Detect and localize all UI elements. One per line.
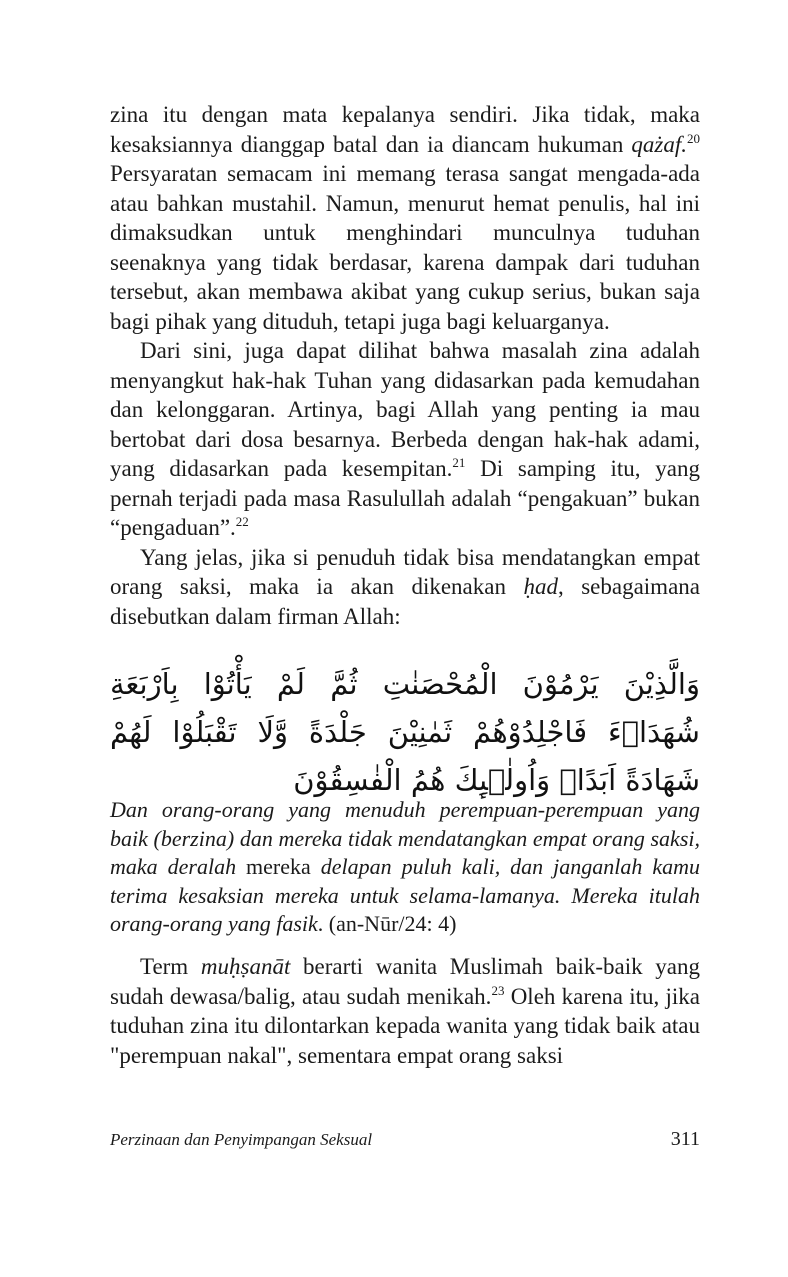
footnote-ref-22[interactable]: 22 — [235, 514, 249, 529]
page-number: 311 — [670, 1128, 700, 1150]
term-had: ḥad — [523, 574, 558, 599]
body-text-bottom — [110, 952, 700, 1070]
paragraph-4: Term muḥṣanāt berarti wanita Muslimah baik-baik yang sudah dewasa/balig, atau sudah menikah.$^{23}$ Oleh karena itu, jika tuduhan zina itu dilontarkan kepada wanita yang tidak baik atau "perempuan nakal", sementara empat orang saksi — [110, 954, 701, 1068]
paragraph-1: zina itu dengan mata kepalanya sendiri. Jika tidak, maka kesaksiannya dianggap batal dan ia diancam hukuman qażaf.$^{20}$ Persyaratan semacam ini memang terasa sangat mengada-ada atau bahkan mustahil. Namun, menurut hemat penulis, hal ini dimaksudkan untuk menghindari munculnya tuduhan seenaknya yang tidak berdasar, karena dampak dari tuduhan tersebut, akan membawa akibat yang cukup serius, bukan saja bagi pihak yang dituduh, tetapi juga bagi keluarganya. — [110, 102, 700, 334]
term-muhsanat: muḥṣanāt — [200, 954, 291, 979]
quran-verse-arabic: وَالَّذِيْنَ يَرْمُوْنَ الْمُحْصَنٰتِ ثُمَّ لَمْ يَأْتُوْا بِاَرْبَعَةِ شُهَدَاۤءَ فَاجْلِدُوْهُمْ ثَمٰنِيْنَ جَلْدَةً وَّلَا تَقْبَلُوْا لَهُمْ شَهَادَةً اَبَدًاۚ وَاُولٰۤىِٕكَ هُمُ الْفٰسِقُوْنَ — [110, 667, 700, 797]
paragraph-2: Dari sini, juga dapat dilihat bahwa masalah zina adalah menyangkut hak-hak Tuhan yang didasarkan pada kemudahan dan kelonggaran. Artinya, bagi Allah yang penting ia mau bertobat dari dosa besarnya. Berbeda dengan hak-hak adami, yang didasarkan pada kesempitan.$^{21}$ Di samping itu, yang pernah terjadi pada masa Rasulullah adalah “pengakuan” bukan “pengaduan”.$^{22}$ — [110, 338, 700, 540]
body-text-top — [110, 100, 700, 631]
footnote-ref-23[interactable]: 23 — [491, 982, 505, 998]
term-qazaf: qażaf. — [631, 131, 687, 157]
footnote-ref-20[interactable]: 20 — [687, 130, 700, 146]
verse-translation: Dan orang-orang yang menuduh perempuan-perempuan yang baik (berzina) dan mereka tidak mendatangkan empat orang saksi, maka deralah mereka delapan puluh kali, dan janganlah kamu terima kesaksian mereka untuk selama-lamanya. Mereka itulah orang-orang yang fasik. (an-Nūr/24: 4) — [110, 797, 701, 936]
page-footer — [110, 1128, 700, 1151]
paragraph-3: Yang jelas, jika si penuduh tidak bisa mendatangkan empat orang saksi, maka ia akan dikenakan ḥad, sebagaimana disebutkan dalam firman Allah: — [110, 544, 700, 629]
footnote-ref-21[interactable]: 21 — [452, 455, 466, 470]
running-title: Perzinaan dan Penyimpangan Seksual — [110, 1130, 373, 1149]
verse-reference: . (an-Nūr/24: 4) — [317, 911, 457, 936]
